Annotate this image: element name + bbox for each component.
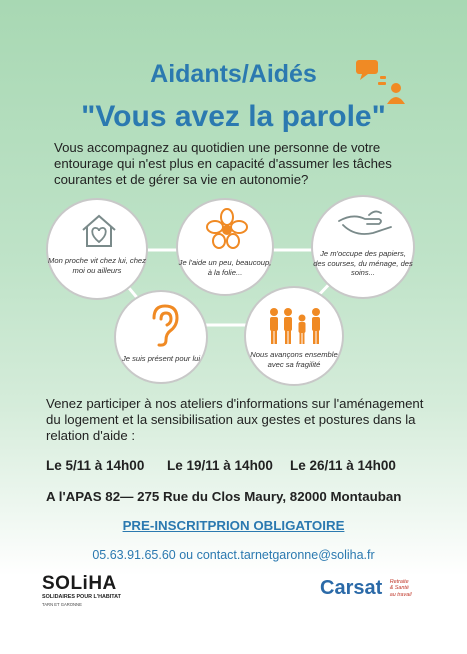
carsat-logo-name: Carsat <box>320 577 383 599</box>
page-subtitle: "Vous avez la parole" <box>81 100 386 133</box>
flower-petals-icon <box>206 208 248 250</box>
ateliers-paragraph: Venez participer à nos ateliers d'informations sur l'aménagement du logement et la sensibilisation aux gestes et postures dans la relation d'aide : <box>46 396 424 443</box>
carsat-tagline-line: Retraite <box>389 578 409 585</box>
soliha-logo <box>42 573 121 607</box>
circle-caption: Je suis présent pour lui <box>121 354 201 363</box>
carsat-tagline-line: au travail <box>389 591 412 598</box>
circle-avancons-ensemble <box>244 286 344 386</box>
soliha-logo-name: SOLiHA <box>42 573 117 594</box>
carsat-tagline-line: & Santé <box>389 585 409 592</box>
circle-aide-un-peu <box>176 198 274 296</box>
date-item: Le 19/11 à 14h00 <box>167 458 273 473</box>
soliha-logo-tagline: SOLIDAIRES POUR L'HABITAT <box>42 594 121 600</box>
contact-line: 05.63.91.65.60 ou contact.tarnetgaronne@soliha.fr <box>92 548 375 562</box>
date-item: Le 26/11 à 14h00 <box>290 458 396 473</box>
carsat-logo-tagline <box>390 579 412 598</box>
circle-proche-chez-lui <box>46 198 148 300</box>
house-heart-icon <box>79 212 119 250</box>
soliha-logo-region: TARN ET GARONNE <box>42 602 82 607</box>
circle-caption: Nous avançons ensemble avec sa fragilité <box>250 350 338 369</box>
circle-caption: Mon proche vit chez lui, chez moi ou ailleurs <box>48 256 146 275</box>
ear-icon <box>146 302 182 348</box>
circle-caption: Je m'occupe des papiers, des courses, du ménage, des soins... <box>313 249 413 277</box>
circle-caption: Je l'aide un peu, beaucoup, à la folie... <box>178 258 272 277</box>
preinscription-notice: PRE-INSCRITPRION OBLIGATOIRE <box>122 518 345 533</box>
page-title: Aidants/Aidés <box>150 60 317 88</box>
circle-present-pour-lui <box>114 290 208 384</box>
group-people-icon <box>266 306 328 346</box>
address-line: A l'APAS 82— 275 Rue du Clos Maury, 82000 Montauban <box>46 489 402 504</box>
circle-papiers-courses <box>311 195 415 299</box>
carsat-logo <box>320 577 412 600</box>
intro-paragraph: Vous accompagnez au quotidien une personne de votre entourage qui n'est plus en capacité d'assumer les tâches courantes et de gérer sa vie en autonomie? <box>54 140 392 187</box>
helping-hands-icon <box>335 207 395 243</box>
date-item: Le 5/11 à 14h00 <box>46 458 145 473</box>
